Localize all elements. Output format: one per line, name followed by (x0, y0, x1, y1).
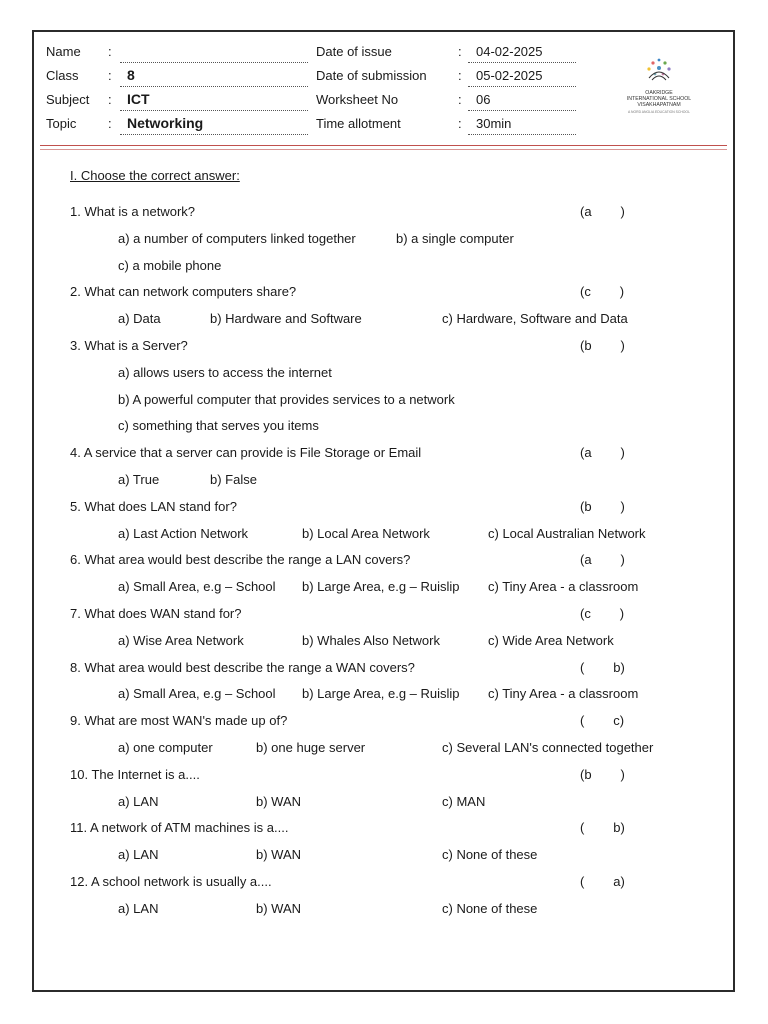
question-text: 1. What is a network? (70, 204, 195, 219)
name-underline (120, 62, 308, 63)
option-text: a) Wise Area Network (118, 632, 244, 648)
option-text: a) Last Action Network (118, 525, 249, 541)
subject-underline (120, 110, 308, 111)
topic-value: Networking (127, 115, 204, 131)
option-text: b) Large Area, e.g – Ruislip (302, 579, 460, 595)
logo-line3: VISAKHAPATNAM (637, 102, 681, 108)
colon: : (458, 68, 462, 83)
topic-label: Topic (46, 116, 77, 131)
option-text: c) Hardware, Software and Data (442, 311, 628, 327)
option-text: a) Small Area, e.g – School (118, 686, 276, 702)
option-text: b) one huge server (256, 740, 366, 755)
answer-mark: ( b) (580, 820, 625, 836)
time-label: Time allotment (316, 116, 401, 131)
subject-label: Subject (46, 92, 90, 107)
option-text: c) Several LAN's connected together (442, 740, 654, 755)
option-text: b) Whales Also Network (302, 632, 440, 648)
school-logo (609, 54, 709, 124)
colon: : (108, 116, 112, 131)
option-text: b) WAN (256, 847, 302, 863)
colon: : (458, 44, 462, 59)
question-text: 6. What area would best describe the range a LAN covers? (70, 552, 411, 568)
option-text: a) allows users to access the internet (118, 364, 332, 380)
question-text: 2. What can network computers share? (70, 284, 297, 300)
question-text: 11. A network of ATM machines is a.... (70, 820, 289, 836)
question-text: 10. The Internet is a.... (70, 766, 200, 782)
option-text: b) WAN (256, 900, 302, 916)
time-underline (468, 134, 576, 135)
worksheet-header (34, 32, 733, 152)
option-text: b) False (210, 472, 257, 487)
logo-line2: INTERNATIONAL SCHOOL (626, 96, 692, 102)
colon: : (458, 116, 462, 131)
colon: : (108, 44, 112, 59)
option-text: c) a mobile phone (118, 257, 222, 273)
option-text: c) MAN (442, 793, 486, 809)
answer-mark: ( c) (580, 713, 625, 729)
logo-tagline: A NORD ANGLIA EDUCATION SCHOOL (628, 110, 690, 114)
submission-label: Date of submission (316, 68, 427, 83)
option-text: a) one computer (118, 740, 213, 755)
class-value: 8 (127, 67, 135, 83)
option-text: c) something that serves you items (118, 418, 319, 434)
option-text: c) Wide Area Network (488, 632, 614, 648)
option-text: c) None of these (442, 847, 538, 863)
option-text: b) Hardware and Software (210, 311, 362, 327)
option-text: a) True (118, 472, 160, 487)
class-underline (120, 86, 308, 87)
option-text: c) Local Australian Network (488, 525, 646, 541)
logo-emblem-icon (609, 54, 709, 124)
question-text: 3. What is a Server? (70, 338, 188, 353)
answer-mark: (a ) (580, 552, 625, 568)
question-text: 5. What does LAN stand for? (70, 498, 237, 514)
subject-value: ICT (127, 91, 150, 107)
question-text: 4. A service that a server can provide is File Storage or Email (70, 445, 422, 461)
answer-mark: (b ) (580, 338, 625, 353)
submission-underline (468, 86, 576, 87)
question-text: 7. What does WAN stand for? (70, 606, 242, 621)
answer-mark: (c ) (580, 606, 625, 621)
option-text: a) Small Area, e.g – School (118, 579, 276, 595)
answer-mark: (a ) (580, 445, 625, 461)
section-title: I. Choose the correct answer: (70, 168, 240, 183)
answer-mark: ( b) (580, 659, 625, 675)
worksheet-label: Worksheet No (316, 92, 399, 107)
option-text: b) a single computer (396, 230, 514, 246)
option-text: a) LAN (118, 793, 159, 809)
option-text: a) Data (118, 311, 161, 327)
topic-underline (120, 134, 308, 135)
issue-value: 04-02-2025 (476, 44, 543, 59)
question-text: 8. What area would best describe the range a WAN covers? (70, 659, 415, 675)
question-text: 9. What are most WAN's made up of? (70, 713, 288, 729)
answer-mark: (a ) (580, 204, 625, 219)
option-text: b) Local Area Network (302, 525, 430, 541)
name-label: Name (46, 44, 81, 59)
colon: : (108, 92, 112, 107)
answer-mark: ( a) (580, 874, 625, 889)
option-text: a) LAN (118, 847, 159, 863)
option-text: b) Large Area, e.g – Ruislip (302, 686, 460, 702)
class-label: Class (46, 68, 79, 83)
header-divider (40, 145, 727, 146)
worksheet-frame (32, 30, 735, 992)
issue-underline (468, 62, 576, 63)
option-text: a) LAN (118, 900, 159, 916)
option-text: b) A powerful computer that provides services to a network (118, 391, 455, 407)
colon: : (458, 92, 462, 107)
answer-mark: (b ) (580, 766, 625, 782)
answer-mark: (c ) (580, 284, 625, 300)
submission-value: 05-02-2025 (476, 68, 543, 83)
answer-mark: (b ) (580, 498, 625, 514)
header-divider-secondary (40, 149, 727, 150)
option-text: c) None of these (442, 900, 538, 916)
option-text: c) Tiny Area - a classroom (488, 579, 639, 595)
option-text: a) a number of computers linked together (118, 230, 356, 246)
colon: : (108, 68, 112, 83)
worksheet-underline (468, 110, 576, 111)
issue-label: Date of issue (316, 44, 392, 59)
option-text: c) Tiny Area - a classroom (488, 686, 639, 702)
worksheet-value: 06 (476, 92, 491, 107)
question-text: 12. A school network is usually a.... (70, 874, 272, 889)
time-value: 30min (476, 116, 512, 131)
logo-line1: OAKRIDGE (645, 90, 673, 96)
option-text: b) WAN (256, 793, 302, 809)
